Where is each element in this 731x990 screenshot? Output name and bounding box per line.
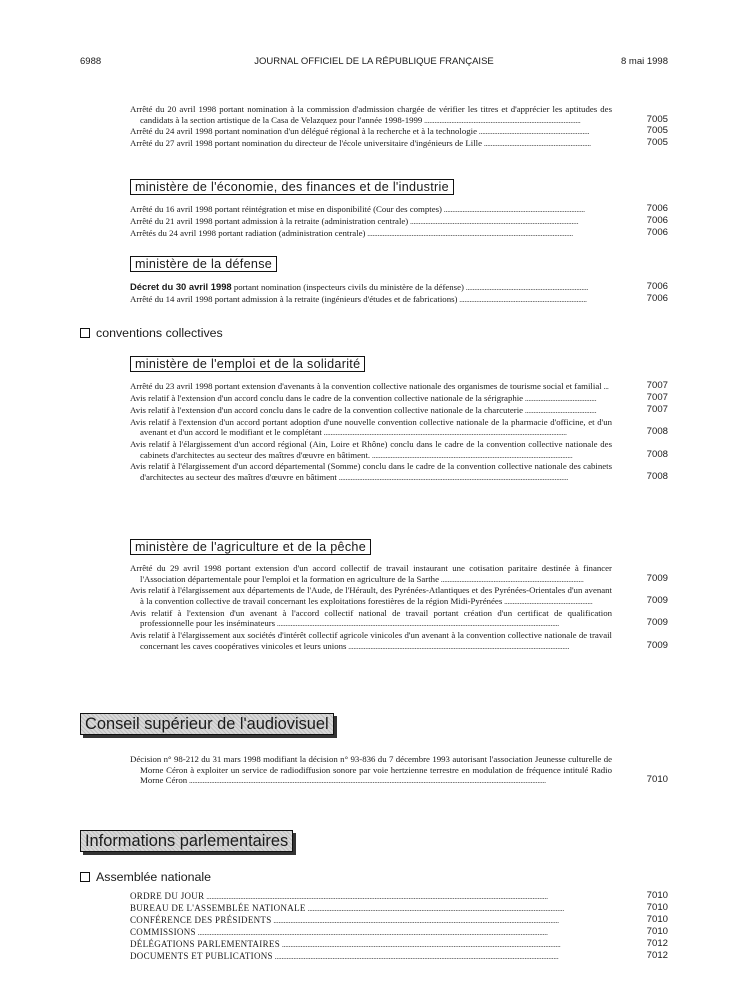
page-number: 6988 (80, 56, 102, 67)
running-header (80, 56, 668, 70)
dot-leader: ............................................................... (482, 138, 591, 149)
entry-list-csa (130, 754, 668, 787)
entry-page-number: 7006 (646, 292, 668, 304)
ministry-emploi-heading: ministère de l'emploi et de la solidarité (130, 356, 365, 372)
table-of-contents-entry (130, 104, 668, 125)
banner-parlement: Informations parlementaires (80, 830, 293, 852)
entry-text: Avis relatif à l'élargissement d'un accord régional (Ain, Loire et Rhône) conclu dans le cadre de la convention collective nationale des cabinets d'architectes au secteur des maîtres d'œuvre en bâtiment. (130, 439, 612, 460)
entry-text: COMMISSIONS (130, 927, 196, 937)
entry-text: Avis relatif à l'extension d'un accord portant adoption d'une nouvelle convention collective nationale de la pharmacie d'officine, et d'un avenant et d'un accord le modifiant et le complétant (130, 416, 612, 438)
entry-page-number: 7006 (646, 226, 668, 238)
table-of-contents-entry (130, 405, 668, 416)
dot-leader: .................................................................................... (438, 573, 584, 584)
table-of-contents-entry (130, 630, 668, 651)
entry-page-number: 7005 (646, 125, 668, 137)
dot-leader: ...................................................................................................................... (370, 449, 573, 460)
table-of-contents-entry (130, 126, 668, 137)
entry-page-number: 7009 (646, 639, 668, 651)
journal-title: JOURNAL OFFICIEL DE LA RÉPUBLIQUE FRANÇAISE (254, 56, 494, 67)
entry-text: Arrêté du 23 avril 1998 portant extension d'avenants à la convention collective nationale des organismes de tourisme social et familial (130, 381, 602, 391)
table-of-contents-entry (130, 563, 668, 584)
dot-leader: ................................................................................................... (408, 215, 579, 226)
entry-page-number: 7005 (646, 137, 668, 149)
table-of-contents-entry (130, 393, 668, 404)
entry-text: Avis relatif à l'élargissement aux sociétés d'intérêt collectif agricole vinicoles d'un avenant à la convention collective nationale de travail concernant les caves coopératives vinicoles et leurs unions (130, 630, 612, 651)
entry-text: Avis relatif à l'élargissement d'un accord départemental (Somme) conclu dans le cadre de la convention collective nationale des cabinets d'architectes au secteur des maîtres d'œuvre en bâtiment (130, 461, 612, 482)
table-of-contents-entry (130, 926, 668, 938)
dot-leader: .................................................................................................................................................................... (280, 939, 561, 949)
entry-page-number: 7008 (646, 426, 668, 438)
dot-leader: ....................................................................................................................................................... (305, 903, 564, 913)
entry-text: Arrêtés du 24 avril 1998 portant radiation (administration centrale) (130, 227, 366, 238)
entry-page-number: 7005 (646, 113, 668, 125)
table-of-contents-entry (130, 938, 668, 950)
entry-text: DÉLÉGATIONS PARLEMENTAIRES (130, 939, 280, 949)
checkbox-square-icon (80, 328, 90, 338)
entry-page-number: 7009 (646, 617, 668, 629)
dot-leader: ...................................................................................................................................................................... (275, 618, 559, 629)
entry-list-emploi (130, 381, 668, 484)
entry-text: Arrêté du 21 avril 1998 portant admission à la retraite (administration centrale) (130, 215, 409, 226)
table-of-contents-entry (130, 282, 668, 293)
category-conventions (80, 326, 223, 340)
entry-list-assemblee (130, 890, 668, 962)
entry-list-defense (130, 282, 668, 306)
dot-leader: .......................................... (523, 404, 597, 415)
dot-leader: .............................................................................................................................................................................................................. (195, 927, 548, 937)
entry-text: BUREAU DE L'ASSEMBLÉE NATIONALE (130, 903, 306, 913)
table-of-contents-entry (130, 461, 668, 482)
entry-list-top (130, 104, 668, 150)
entry-text: Avis relatif à l'élargissement aux départements de l'Aude, de l'Hérault, des Pyrénées-Atlantiques et des Pyrénées-Orientales d'un avenant à la convention collective de travail concernant les exploitations forestières de la région Midi-Pyrénées (130, 585, 612, 606)
dot-leader: ........................................................................... (457, 293, 587, 304)
ministry-economie-heading: ministère de l'économie, des finances et de l'industrie (130, 179, 454, 195)
entry-page-number: 7006 (646, 214, 668, 226)
category-assemblee-label: Assemblée nationale (96, 870, 212, 884)
entry-text: Avis relatif à l'extension d'un accord conclu dans le cadre de la convention collective nationale de la sérigraphie (130, 392, 524, 403)
ministry-agriculture-heading: ministère de l'agriculture et de la pêche (130, 539, 371, 555)
table-of-contents-entry (130, 754, 668, 786)
table-of-contents-entry (130, 138, 668, 149)
dot-leader: ............................................................................................................................................... (321, 427, 567, 438)
dot-leader: ....................................................................................................................................... (336, 471, 568, 482)
entry-page-number: 7009 (646, 572, 668, 584)
table-of-contents-entry (130, 228, 668, 239)
entry-page-number: 7006 (646, 281, 668, 292)
checkbox-square-icon (80, 872, 90, 882)
dot-leader: .................................................... (502, 595, 593, 606)
entry-page-number: 7009 (646, 594, 668, 606)
entry-page-number: 7010 (646, 926, 668, 937)
entry-page-number: 7012 (646, 950, 668, 961)
table-of-contents-entry (130, 417, 668, 438)
entry-text: ORDRE DU JOUR (130, 891, 205, 901)
dot-leader: ........................................................................ (463, 282, 588, 292)
entry-page-number: 7006 (646, 203, 668, 214)
dot-leader: ................................................................................... (441, 204, 585, 214)
issue-date: 8 mai 1998 (620, 56, 668, 67)
entry-text: Avis relatif à l'extension d'un accord conclu dans le cadre de la convention collective nationale de la charcuterie (130, 404, 524, 415)
dot-leader: ......................................................................................................................................................................................................... (204, 891, 548, 901)
entry-page-number: 7008 (646, 470, 668, 482)
category-assemblee (80, 870, 211, 884)
dot-leader: ............................................................................................ (422, 114, 581, 125)
table-of-contents-entry (130, 216, 668, 227)
entry-list-agriculture (130, 563, 668, 653)
entry-text: Avis relatif à l'extension d'un avenant à l'accord collectif national de travail portant création d'un certificat de qualification professionnelle pour les inséminateurs (130, 607, 612, 629)
entry-page-number: 7007 (646, 403, 668, 415)
entry-page-number: 7008 (646, 448, 668, 460)
table-of-contents-entry (130, 585, 668, 606)
dot-leader: .................................................................................................................................. (346, 640, 570, 651)
table-of-contents-entry (130, 608, 668, 629)
entry-page-number: 7010 (646, 902, 668, 913)
entry-text: Arrêté du 14 avril 1998 portant admission à la retraite (ingénieurs d'études et de fabrications) (130, 293, 458, 304)
table-of-contents-entry (130, 902, 668, 914)
entry-text-rest: portant nomination (inspecteurs civils du ministère de la défense) (231, 282, 464, 292)
dot-leader: ........................................................................................................................................................................ (271, 915, 559, 925)
entry-page-number: 7010 (646, 890, 668, 901)
ministry-defense-heading: ministère de la défense (130, 256, 277, 272)
dot-leader: ......................................................................................................................... (365, 227, 573, 238)
table-of-contents-entry (130, 204, 668, 215)
table-of-contents-entry (130, 381, 668, 392)
entry-text: DOCUMENTS ET PUBLICATIONS (130, 951, 273, 961)
entry-text: Arrêté du 29 avril 1998 portant extension d'un accord collectif de travail instaurant une cotisation paritaire destinée à financer l'Association départementale pour l'emploi et la formation en agriculture de la Sarthe (130, 563, 612, 584)
entry-page-number: 7007 (646, 380, 668, 391)
dot-leader: ....................................................................................................................................................................... (272, 951, 559, 961)
entry-text (130, 282, 464, 292)
entry-page-number: 7010 (646, 914, 668, 925)
entry-text: Arrêté du 24 avril 1998 portant nomination d'un délégué régional à la recherche et à la technologie (130, 126, 477, 137)
entry-text: CONFÉRENCE DES PRÉSIDENTS (130, 915, 272, 925)
entry-text: Arrêté du 27 avril 1998 portant nomination du directeur de l'école universitaire d'ingénieurs de Lille (130, 138, 482, 149)
entry-text: Décision n° 98-212 du 31 mars 1998 modifiant la décision n° 93-836 du 7 décembre 1993 autorisant l'association Jeunesse culturelle de Morne Céron à exploiter un service de radiodiffusion sonore par voie hertzienne terrestre en modulation de fréquence intitulé Radio Morne Céron (130, 754, 612, 785)
dot-leader: ... (601, 381, 609, 391)
dot-leader: ................................................................. (476, 126, 590, 137)
entry-page-number: 7007 (646, 391, 668, 403)
entry-bold-title: Décret du 30 avril 1998 (130, 281, 232, 292)
banner-csa: Conseil supérieur de l'audiovisuel (80, 713, 334, 735)
table-of-contents-entry (130, 950, 668, 962)
dot-leader: .......................................... (523, 392, 597, 403)
entry-text: Arrêté du 16 avril 1998 portant réintégration et mise en disponibilité (Cour des comptes) (130, 204, 442, 214)
entry-text: Arrêté du 20 avril 1998 portant nomination à la commission d'admission chargée de vérifier les titres et d'apprécier les aptitudes des candidats à la section artistique de la Casa de Velazquez pour l'année 1998-1999 (130, 104, 612, 125)
entry-list-economie (130, 204, 668, 240)
table-of-contents-entry (130, 294, 668, 305)
entry-page-number: 7012 (646, 938, 668, 949)
table-of-contents-entry (130, 439, 668, 460)
table-of-contents-entry (130, 914, 668, 926)
category-conventions-label: conventions collectives (96, 326, 223, 340)
entry-page-number: 7010 (646, 774, 668, 785)
dot-leader: .................................................................................................................................................................................................................. (187, 775, 546, 785)
table-of-contents-entry (130, 890, 668, 902)
